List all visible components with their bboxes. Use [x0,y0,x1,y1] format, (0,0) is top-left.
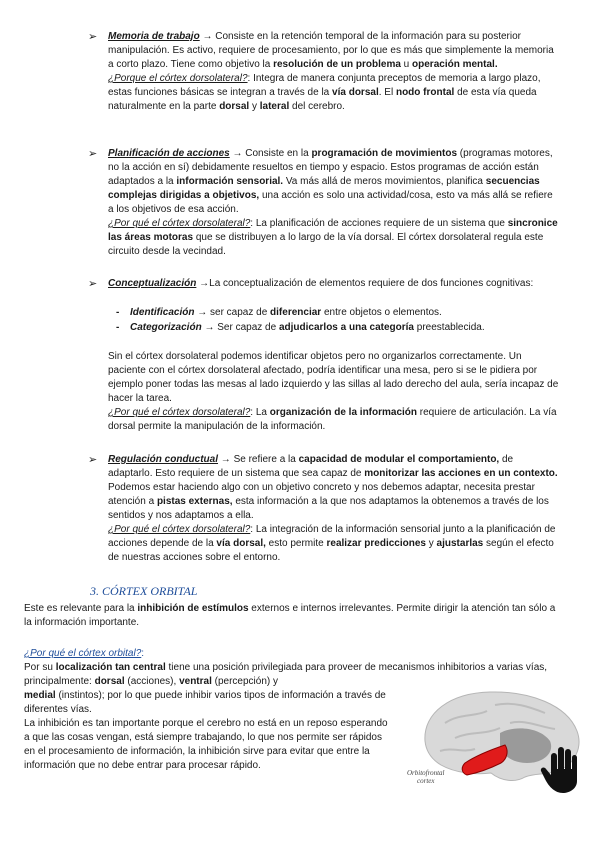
figure-label-line2: cortex [417,777,435,785]
orbital-explanation: Por su localización tan central tiene una posición privilegiada para proveer de mecanismos inhibitorios a varias vías, principalmente: dorsal (acciones), ventral (percepción) y [24,662,548,687]
bullet-arrow: ➢ [88,31,98,43]
categorizacion-item: - Categorización → Ser capaz de adjudicarlos a una categoría preestablecida. [116,322,485,333]
orbital-question: ¿Por qué el córtex orbital?: [24,648,145,659]
bullet-arrow: ➢ [88,278,98,290]
bullet-arrow: ➢ [88,148,98,160]
question-link: ¿Por qué el córtex dorsolateral? [108,407,251,418]
conceptualizacion-heading: Conceptualización [108,278,197,289]
memoria-de-trabajo-paragraph: Memoria de trabajo → Consiste en la retención temporal de la información para su posterior manipulación. Es activo, requiere de procesamiento, por lo que es más que simplemente la memoria a corto plazo. Tiene como objetivo la resolución de un problema u operación mental. ¿Porque el córtex dorsolateral?: Integra de manera conjunta preceptos de memoria a largo plazo, estas funciones básicas se integran a través de la vía dorsal. El nodo frontal de esta vía queda naturalmente en la parte dorsal y lateral del cerebro. [108,31,554,112]
bullet-arrow: ➢ [88,454,98,466]
regulacion-paragraph: Regulación conductual → Se refiere a la capacidad de modular el comportamiento, de adaptarlo. Esto requiere de un sistema que sea capaz de monitorizar las acciones en un contexto. Podemos estar haciendo algo con un objetivo concreto y nos debemos adaptar, necesita prestar atención a pistas externas, esta información a la que nos adaptamos la obtenemos a través de los sentidos y nos adaptamos a ella. ¿Por qué el córtex dorsolateral?: La integración de la información sensorial junto a la planificación de acciones depende de la vía dorsal, esto permite realizar predicciones y ajustarlas según el efecto de nuestras acciones sobre el entorno. [108,454,558,563]
question-link: ¿Por qué el córtex dorsolateral? [108,218,251,229]
brain-illustration [405,683,585,795]
question-link: ¿Por qué el córtex orbital? [24,648,142,659]
planificacion-heading: Planificación de acciones [108,148,230,159]
planificacion-paragraph: Planificación de acciones → Consiste en la programación de movimientos (programas motores, no la acción en sí) debidamente resueltos en tiempo y espacio. Estos programas de acción están adaptados a la información sensorial. Va más allá de meros movimientos, planifica secuencias complejas dirigidas a objetivos, una acción es solo una actividad/cosa, esto va más allá se refiere a los objetivos de esa acción. ¿Por qué el córtex dorsolateral?: La planificación de acciones requiere de un sistema que sincronice las áreas motoras que se distribuyen a lo largo de la vía dorsal. El córtex dorsolateral regula este circuito desde la vecindad. [108,148,558,257]
memoria-de-trabajo-heading: Memoria de trabajo [108,31,200,42]
question-link: ¿Por qué el córtex dorsolateral? [108,524,251,535]
regulacion-heading: Regulación conductual [108,454,219,465]
section-title-cortex-orbital: 3. CÓRTEX ORBITAL [90,584,198,598]
orbital-explanation-cont: medial (instintos); por lo que puede inhibir varios tipos de información a través de diferentes vías. La inhibición es tan importante porque el cerebro no está en un reposo esperando a que las cosas vengan, está siempre trabajando, lo que nos permite ser rápidos en el procesamiento de información, la inhibición sirve para evitar que entre la información que no debe entrar para procesar rápido. [24,690,388,771]
conceptualizacion-example: Sin el córtex dorsolateral podemos identificar objetos pero no organizarlos correctamente. Un paciente con el córtex dorsolateral afectado, podría identificar una mesa, pero si se le pidiera por ejemplo poner todas las mesas al lado izquierdo y las sillas al lado derecho del aula, sería incapaz de hacer la tarea. ¿Por qué el córtex dorsolateral?: La organización de la información requiere de articulación. La vía dorsal permite la manipulación de la información. [108,351,559,432]
figure-label-line1: Orbitofrontal [407,769,445,777]
identificacion-item: - Identificación → ser capaz de diferenciar entre objetos o elementos. [116,307,442,318]
orbital-intro-paragraph: Este es relevante para la inhibición de estímulos externos e internos irrelevantes. Permite dirigir la atención tan sólo a la información importante. [24,603,556,628]
conceptualizacion-paragraph: Conceptualización →La conceptualización de elementos requiere de dos funciones cognitivas: [108,278,534,289]
question-link: ¿Porque el córtex dorsolateral? [108,73,248,84]
orbitofrontal-cortex-figure [405,683,585,795]
